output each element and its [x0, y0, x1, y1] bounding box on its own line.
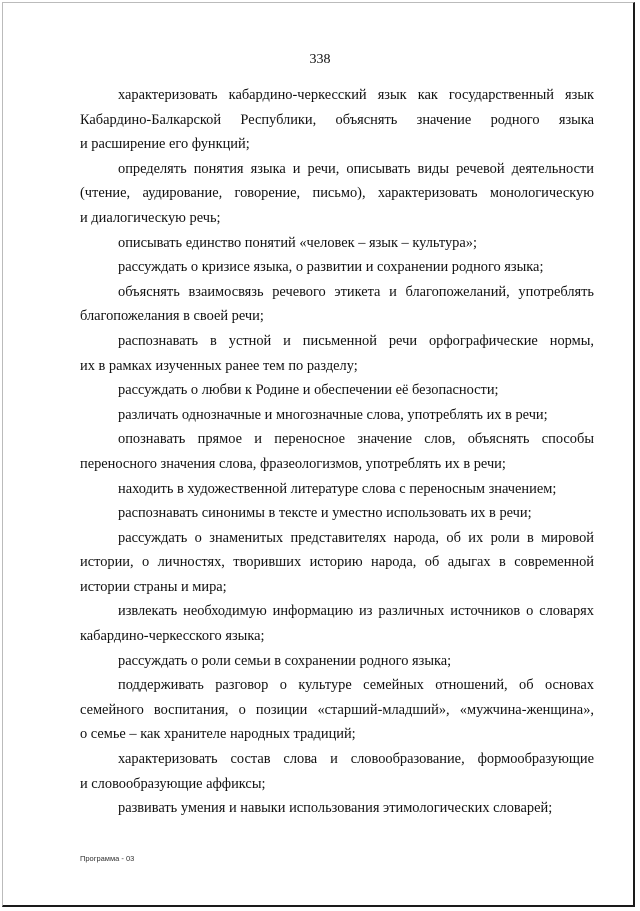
page-number: 338 [309, 52, 331, 67]
paragraph [80, 477, 594, 502]
text-line: рассуждать о знаменитых представителях народа, об их роли в мировой [118, 529, 594, 546]
text-line: их в рамках изученных ранее тем по разделу; [80, 357, 358, 374]
paragraph [80, 255, 594, 280]
text-line: (чтение, аудирование, говорение, письмо), характеризовать монологическую [80, 185, 594, 202]
text-line: поддерживать разговор о культуре семейных отношений, об основах [118, 677, 594, 694]
document-body [80, 83, 594, 821]
paragraph [80, 796, 594, 821]
text-line: и словообразующие аффиксы; [80, 775, 266, 792]
text-line: и расширение его функций; [80, 136, 250, 153]
text-line: описывать единство понятий «человек – язык – культура»; [118, 234, 477, 251]
text-line: находить в художественной литературе слова с переносным значением; [118, 480, 557, 497]
text-line: рассуждать о любви к Родине и обеспечении её безопасности; [118, 382, 499, 399]
text-line: характеризовать состав слова и словообразование, формообразующие [118, 751, 594, 768]
paragraph [80, 673, 594, 747]
paragraph [80, 526, 594, 600]
paragraph [80, 427, 594, 476]
text-line: и диалогическую речь; [80, 209, 221, 226]
paragraph [80, 747, 594, 796]
text-line: истории, о личностях, творивших историю народа, об адыгах в современной [80, 554, 594, 571]
text-line: Кабардино-Балкарской Республики, объяснять значение родного языка [80, 111, 594, 128]
text-line: извлекать необходимую информацию из различных источников о словарях [118, 603, 594, 620]
text-line: различать однозначные и многозначные слова, употреблять их в речи; [118, 406, 548, 423]
paragraph [80, 329, 594, 378]
paragraph [80, 599, 594, 648]
paragraph [80, 157, 594, 231]
text-line: рассуждать о кризисе языка, о развитии и сохранении родного языка; [118, 259, 544, 276]
text-line: семейного воспитания, о позиции «старший-младший», «мужчина-женщина», [80, 701, 594, 718]
text-line: характеризовать кабардино-черкесский язык как государственный язык [118, 87, 594, 103]
text-line: развивать умения и навыки использования этимологических словарей; [118, 800, 553, 817]
text-line: опознавать прямое и переносное значение слов, объяснять способы [118, 431, 594, 448]
paragraph [80, 280, 594, 329]
paragraph [80, 231, 594, 256]
text-line: истории страны и мира; [80, 578, 227, 595]
text-line: переносного значения слова, фразеологизмов, употреблять их в речи; [80, 455, 506, 472]
text-line: о семье – как хранителе народных традиций; [80, 726, 356, 743]
text-line: определять понятия языка и речи, описывать виды речевой деятельности [118, 160, 594, 177]
text-line: благопожелания в своей речи; [80, 308, 264, 325]
text-line: объяснять взаимосвязь речевого этикета и благопожеланий, употреблять [118, 283, 594, 300]
text-line: распознавать синонимы в тексте и уместно использовать их в речи; [118, 505, 532, 522]
paragraph [80, 501, 594, 526]
text-line: рассуждать о роли семьи в сохранении родного языка; [118, 652, 452, 669]
paragraph [80, 83, 594, 157]
text-line: распознавать в устной и письменной речи орфографические нормы, [118, 332, 594, 349]
paragraph [80, 378, 594, 403]
paragraph [80, 403, 594, 428]
footer-note: Программа - 03 [80, 854, 135, 863]
text-line: кабардино-черкесского языка; [80, 628, 265, 645]
paragraph [80, 649, 594, 674]
